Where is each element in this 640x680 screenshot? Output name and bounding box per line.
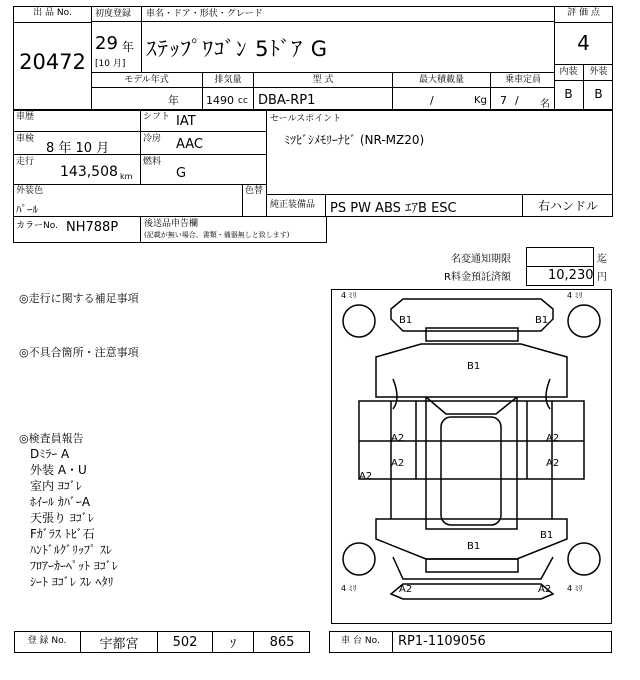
damage-mark: B1 (399, 315, 413, 326)
sales-point-value: ﾐﾂﾋﾞｼﾒﾓﾘｰﾅﾋﾞ (NR-MZ20) (284, 133, 425, 147)
registration-kana: ｿ (229, 636, 237, 652)
wheel-front-right (568, 305, 600, 337)
lot-number: 20472 (19, 50, 86, 74)
exterior-grade: B (594, 87, 603, 101)
inspector-report-list (30, 447, 118, 591)
color-number-label: カラーNo. (16, 221, 58, 231)
seats-label: 乗車定員 (504, 75, 541, 85)
front-grille (426, 328, 518, 341)
inspector-report-line: 室内 ﾖｺﾞﾚ (30, 479, 82, 493)
damage-mark: B1 (535, 315, 549, 326)
registration-number: 865 (269, 634, 295, 650)
inspector-report-line: Fｶﾞﾗｽ ﾄﾋﾞ石 (30, 527, 95, 541)
inspector-report-line: Dﾐﾗｰ A (30, 447, 70, 461)
seats-value: 7 (500, 94, 507, 107)
svg-text:4 ﾐﾘ (341, 584, 357, 593)
inspector-report-line: 外装 A・U (30, 463, 87, 477)
divider (91, 87, 555, 88)
registration-number-label: 登 録 No. (27, 636, 67, 646)
fuel-value: G (176, 166, 187, 181)
shift-value: IAT (176, 114, 196, 129)
inspection-value: 8 年 10 月 (46, 141, 110, 156)
lot-number-label: 出 品 No. (13, 8, 92, 23)
steering-value: 右ハンドル (537, 199, 598, 213)
damage-mark: A2 (399, 584, 413, 595)
inspector-report-line: ﾎｲｰﾙ ｶﾊﾞｰA (30, 495, 91, 509)
registration-class: 502 (172, 634, 198, 650)
damage-mark: B1 (467, 541, 481, 552)
divider (141, 22, 142, 73)
car-diagram (331, 289, 612, 624)
docs-note: (記載が無い場合、書類・備器無しと致します) (144, 231, 290, 239)
divider (242, 184, 243, 217)
sales-point-label: セールスポイント (270, 114, 342, 124)
wheel-note-unit: ﾐﾘ (574, 291, 583, 300)
divider (13, 184, 267, 185)
damage-mark: B1 (540, 530, 554, 541)
damage-mark: A2 (546, 458, 560, 469)
model-code: DBA-RP1 (258, 93, 316, 108)
score-label: 評 価 点 (554, 8, 613, 23)
name-change-label: 名変通知期限 (451, 254, 511, 265)
displacement-label: 排気量 (214, 75, 242, 85)
max-load-unit: Kg (474, 95, 487, 106)
rear-bumper-outline (391, 584, 553, 599)
registration-region: 宇都宮 (99, 636, 139, 652)
seats-unit: 名 (540, 99, 550, 110)
divider (13, 131, 267, 132)
svg-text:4 ﾐﾘ (341, 291, 357, 300)
model-year-unit: 年 (168, 94, 179, 107)
damage-mark: A2 (359, 471, 373, 482)
equipment-value: PS PW ABS ｴｱB ESC (330, 201, 457, 216)
front-bumper-outline (391, 299, 553, 331)
car-name-label: 車名・ドア・形状・グレード (146, 9, 263, 19)
model-year-label: モデル年式 (124, 75, 169, 85)
recycle-fee-unit: 円 (597, 272, 607, 283)
roof-outline (441, 417, 501, 525)
divider (554, 80, 613, 81)
name-change-value-box (526, 247, 594, 267)
recycle-fee-label: R料金預託済額 (444, 272, 511, 283)
max-load-value: / (430, 94, 434, 107)
wheel-note-unit: ﾐﾘ (574, 584, 583, 593)
divider (141, 6, 142, 22)
model-code-label: 型 式 (312, 75, 334, 85)
recycle-fee-value: 10,230 (548, 268, 594, 283)
divider (325, 194, 326, 217)
color-label: 外装色 (16, 186, 44, 196)
inspection-label: 車検 (16, 134, 35, 144)
inspector-report-heading: ◎検査員報告 (19, 432, 84, 445)
wheel-note: 4 (567, 291, 573, 300)
damage-mark: B1 (467, 361, 481, 372)
divider (140, 110, 141, 184)
inspector-report-line: ﾊﾝﾄﾞﾙｸﾞﾘｯﾌﾟ ｽﾚ (30, 543, 112, 557)
defects-heading: ◎不具合箇所・注意事項 (19, 346, 139, 359)
docs-label: 後送品申告欄 (144, 219, 199, 229)
color-value: ﾊﾟｰﾙ (16, 203, 38, 216)
wheel-note-unit: ﾐﾘ (348, 584, 357, 593)
color-number: NH788P (66, 220, 119, 235)
ac-value: AAC (176, 137, 203, 152)
registration-year: 29 (95, 33, 118, 54)
rear-panel (426, 559, 518, 572)
fuel-label: 燃料 (143, 157, 162, 167)
inspector-report-line: ﾌﾛｱｰｶｰﾍﾟｯﾄ ﾖｺﾞﾚ (30, 559, 118, 573)
interior-label: 内装 (559, 67, 578, 77)
first-registration-label: 初度登録 (95, 9, 132, 19)
registration-month: [10 月] (95, 59, 126, 69)
wheel-front-left (343, 305, 375, 337)
svg-text:4 ﾐﾘ (567, 584, 583, 593)
name-change-unit: 迄 (597, 254, 607, 265)
interior-grade: B (564, 87, 573, 101)
mileage-value: 143,508 (60, 164, 118, 180)
mileage-label: 走行 (16, 157, 35, 167)
year-unit: 年 (122, 40, 135, 54)
wheel-note: 4 (341, 584, 347, 593)
inspector-report-line: 天張り ﾖｺﾞﾚ (30, 511, 94, 525)
damage-mark: A2 (538, 584, 552, 595)
inspector-report-line: ｼｰﾄ ﾖｺﾞﾚ ｽﾚ ﾍﾀﾘ (30, 575, 114, 589)
shift-label: シフト (143, 112, 171, 122)
ac-label: 冷房 (143, 134, 162, 144)
wheel-rear-right (568, 543, 600, 575)
chassis-number-label: 車 台 No. (341, 636, 380, 646)
history-label: 車歴 (16, 112, 35, 122)
driving-remarks-heading: ◎走行に関する補足事項 (19, 292, 139, 305)
wheel-note-unit: ﾐﾘ (348, 291, 357, 300)
svg-text:4 ﾐﾘ (567, 291, 583, 300)
wheel-note: 4 (567, 584, 573, 593)
car-name: ｽﾃｯﾌﾟﾜｺﾞﾝ 5ﾄﾞｱ G (146, 37, 328, 61)
color-change-label: 色替 (245, 186, 264, 196)
displacement-unit: cc (238, 96, 248, 106)
displacement-value: 1490 (206, 94, 234, 107)
damage-mark: A2 (546, 433, 560, 444)
overall-score: 4 (577, 31, 590, 55)
wheel-rear-left (343, 543, 375, 575)
mileage-unit: km (120, 172, 133, 181)
divider (392, 631, 393, 653)
wheel-note: 4 (341, 291, 347, 300)
exterior-label: 外装 (589, 67, 608, 77)
seats-separator: / (515, 94, 519, 107)
equipment-label: 純正装備品 (270, 200, 316, 210)
max-load-label: 最大積載量 (418, 75, 464, 85)
damage-mark: A2 (391, 433, 405, 444)
divider (140, 216, 141, 243)
damage-mark: A2 (391, 458, 405, 469)
chassis-number: RP1-1109056 (398, 634, 486, 649)
